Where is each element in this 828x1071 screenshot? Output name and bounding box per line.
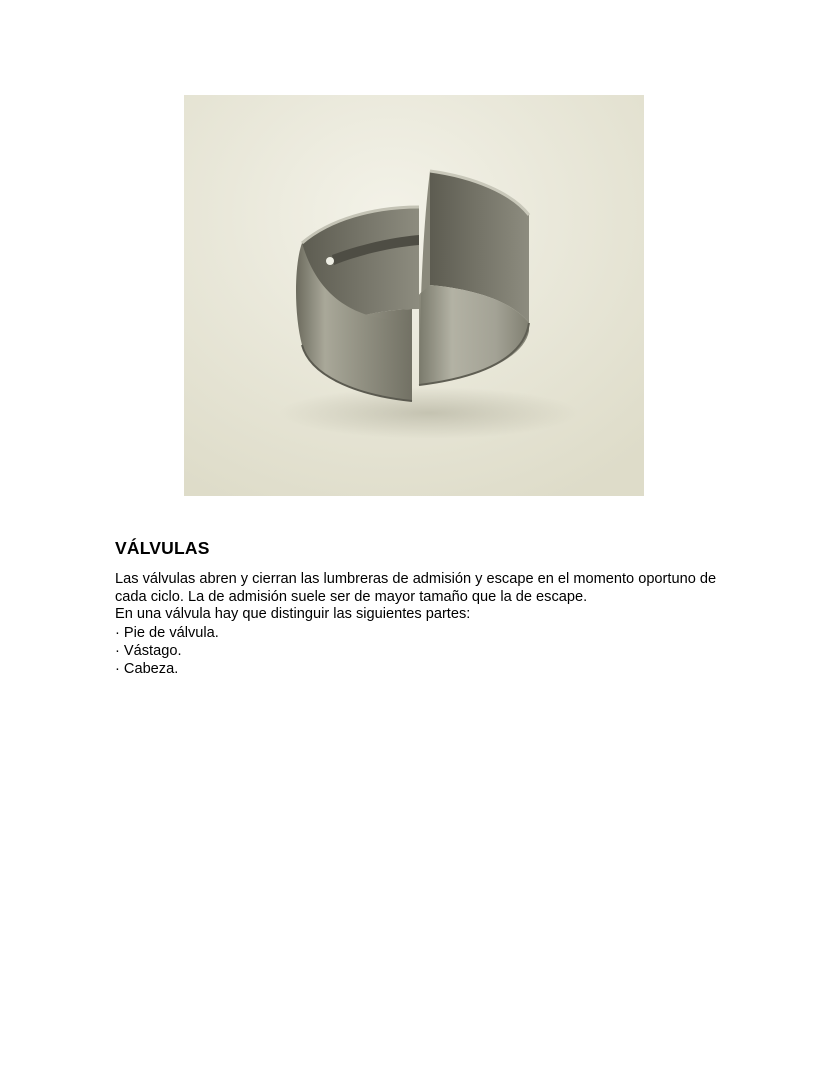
parts-lead: En una válvula hay que distinguir las siguientes partes: [115,606,471,622]
intro-paragraph: Las válvulas abren y cierran las lumbreras de admisión y escape en el momento oportuno de cada ciclo. La de admisión suele ser de mayor tamaño que la de escape. [115,571,717,605]
section-title: VÁLVULAS [115,538,210,558]
list-item: · Pie de válvula. [115,624,219,641]
valvulas-section [115,537,735,678]
parts-list [115,624,735,678]
bearing-shells-illustration [184,95,644,496]
list-item: · Vástago. [115,642,182,659]
bearing-shells-photo [184,95,644,496]
list-item: · Cabeza. [115,660,179,677]
